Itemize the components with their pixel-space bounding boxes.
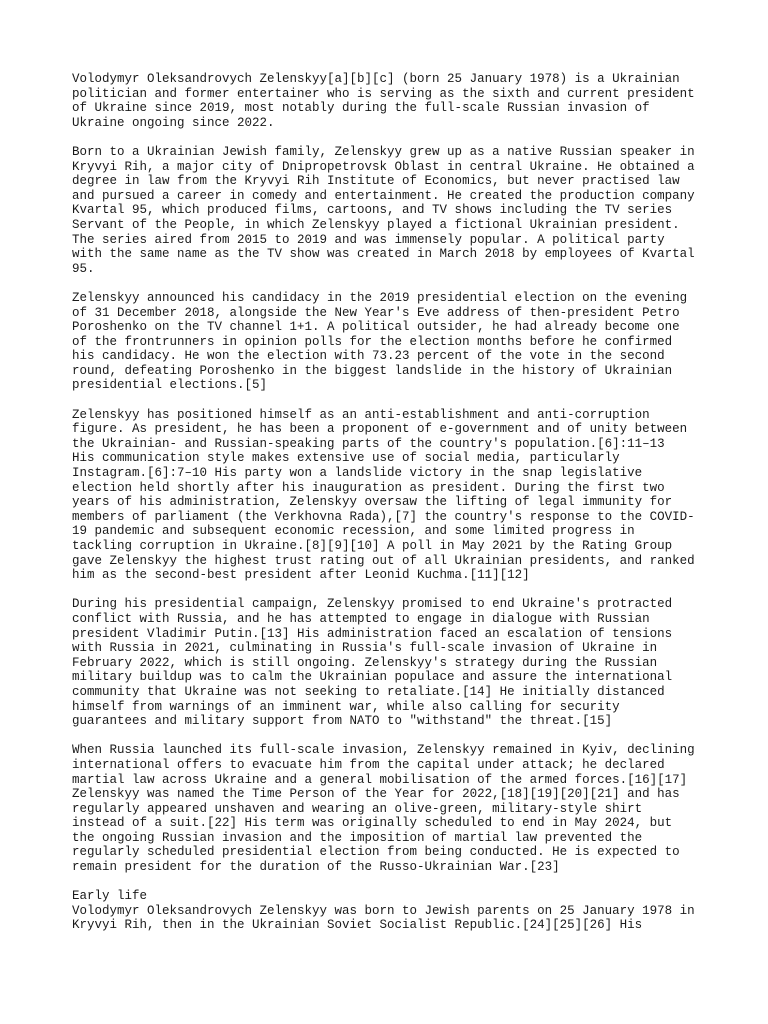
paragraph-invasion: When Russia launched its full-scale invasion, Zelenskyy remained in Kyiv, declining international offers to evacuate him from the capital under attack; he declared martial law across Ukraine and a general mobilisation of the armed forces.[16][17] Zelenskyy was named the Time Person of the Year for 2022,[18][19][20][21] and has regularly appeared unshaven and wearing an olive-green, military-style shirt instead of a suit.[22] His term was originally scheduled to end in May 2024, but the ongoing Russian invasion and the imposition of martial law prevented the regularly scheduled presidential election from being conducted. He is expected to remain president for the duration of the Russo-Ukrainian War.[23] <box>72 743 695 875</box>
paragraph-positions: Zelenskyy has positioned himself as an anti-establishment and anti-corruption figure. As president, he has been a proponent of e-government and of unity between the Ukrainian- and Russian-speaking parts of the country's population.[6]:11–13 His communication style makes extensive use of social media, particularly Instagram.[6]:7–10 His party won a landslide victory in the snap legislative election held shortly after his inauguration as president. During the first two years of his administration, Zelenskyy oversaw the lifting of legal immunity for members of parliament (the Verkhovna Rada),[7] the country's response to the COVID- 19 pandemic and subsequent economic recession, and some limited progress in tackling corruption in Ukraine.[8][9][10] A poll in May 2021 by the Rating Group gave Zelenskyy the highest trust rating out of all Ukrainian presidents, and ranked him as the second-best president after Leonid Kuchma.[11][12] <box>72 407 695 583</box>
paragraph-intro: Volodymyr Oleksandrovych Zelenskyy[a][b][c] (born 25 January 1978) is a Ukrainian politician and former entertainer who is serving as the sixth and current president of Ukraine since 2019, most notably during the full-scale Russian invasion of Ukraine ongoing since 2022. <box>72 72 695 130</box>
paragraph-background: Born to a Ukrainian Jewish family, Zelenskyy grew up as a native Russian speaker in Kryvyi Rih, a major city of Dnipropetrovsk Oblast in central Ukraine. He obtained a degree in law from the Kryvyi Rih Institute of Economics, but never practised law and pursued a career in comedy and entertainment. He created the production company Kvartal 95, which produced films, cartoons, and TV shows including the TV series Servant of the People, in which Zelenskyy played a fictional Ukrainian president. The series aired from 2015 to 2019 and was immensely popular. A political party with the same name as the TV show was created in March 2018 by employees of Kvartal 95. <box>72 144 695 276</box>
section-heading-early-life: Early life <box>72 889 148 904</box>
paragraph-russia-conflict: During his presidential campaign, Zelenskyy promised to end Ukraine's protracted conflict with Russia, and he has attempted to engage in dialogue with Russian president Vladimir Putin.[13] His administration faced an escalation of tensions with Russia in 2021, culminating in Russia's full-scale invasion of Ukraine in February 2022, which is still ongoing. Zelenskyy's strategy during the Russian military buildup was to calm the Ukrainian populace and assure the international community that Ukraine was not seeking to retaliate.[14] He initially distanced himself from warnings of an imminent war, while also calling for security guarantees and military support from NATO to "withstand" the threat.[15] <box>72 597 673 729</box>
paragraph-early-life: Volodymyr Oleksandrovych Zelenskyy was born to Jewish parents on 25 January 1978 in Kryvyi Rih, then in the Ukrainian Soviet Socialist Republic.[24][25][26] His <box>72 903 695 933</box>
paragraph-candidacy: Zelenskyy announced his candidacy in the 2019 presidential election on the evening of 31 December 2018, alongside the New Year's Eve address of then-president Petro Poroshenko on the TV channel 1+1. A political outsider, he had already become one of the frontrunners in opinion polls for the election months before he confirmed his candidacy. He won the election with 73.23 percent of the vote in the second round, defeating Poroshenko in the biggest landslide in the history of Ukrainian presidential elections.[5] <box>72 290 688 393</box>
document-page <box>72 72 702 933</box>
